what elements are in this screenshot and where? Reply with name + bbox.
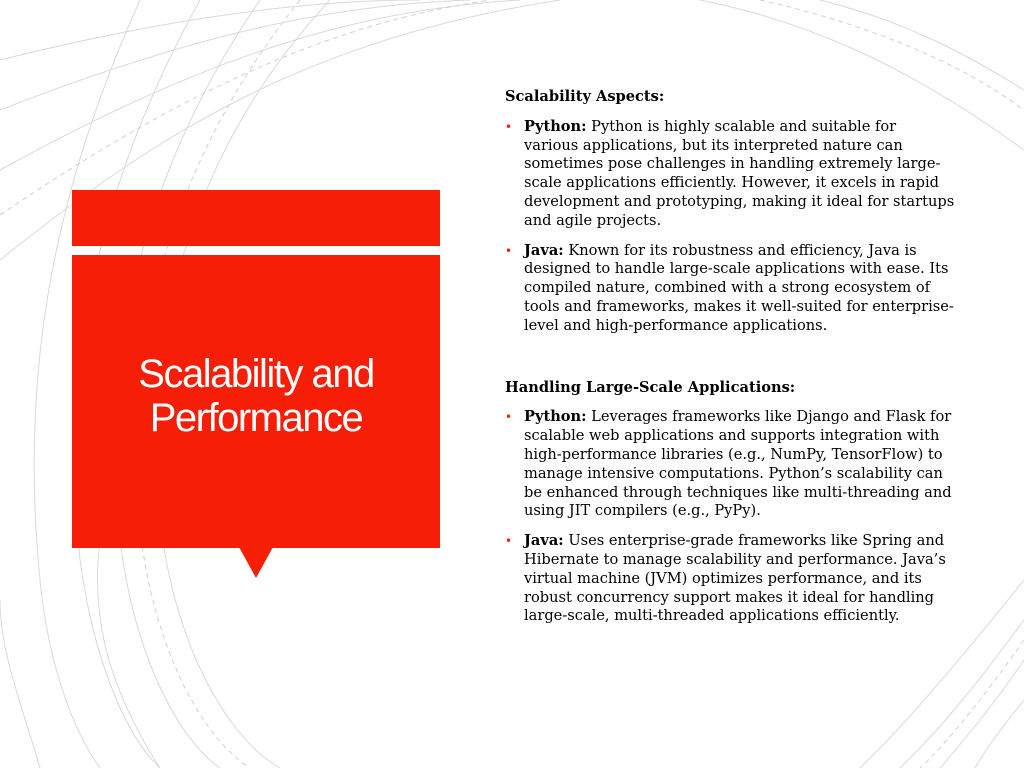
content-body xyxy=(505,88,955,637)
section-heading-scalability: Scalability Aspects: xyxy=(505,88,665,105)
item-label: Python: xyxy=(524,408,587,426)
item-text: Python is highly scalable and suitable for various applications, but its interpreted nature can sometimes pose challenges in handling extremely large-scale applications efficiently. However, it excels in rapid development and prototyping, making it ideal for startups and agile projects. xyxy=(524,117,955,229)
scalability-list xyxy=(505,118,955,336)
item-text: Leverages frameworks like Django and Flask for scalable web applications and supports integration with high-performance libraries (e.g., NumPy, TensorFlow) to manage intensive computations. Python’s scalability can be enhanced through techniques like multi-threading and using JIT compilers (e.g., PyPy). xyxy=(524,408,952,520)
bullet-icon: • xyxy=(505,119,513,134)
item-label: Java: xyxy=(524,532,564,550)
item-label: Java: xyxy=(524,241,564,259)
bullet-icon: • xyxy=(505,243,513,258)
slide-title-line2: Performance xyxy=(149,396,363,440)
item-text: Known for its robustness and efficiency, Java is designed to handle large-scale applications with ease. Its compiled nature, combined with a strong ecosystem of tools and frameworks, makes it well-suited for enterprise-level and high-performance applications. xyxy=(524,241,954,334)
item-label: Python: xyxy=(524,117,587,135)
item-text: Uses enterprise-grade frameworks like Spring and Hibernate to manage scalability and performance. Java’s virtual machine (JVM) optimizes performance, and its robust concurrency support makes it ideal for handling large-scale, multi-threaded applications efficiently. xyxy=(524,532,946,625)
list-item xyxy=(505,532,955,626)
list-item xyxy=(505,118,955,231)
bullet-icon: • xyxy=(505,534,513,549)
accent-strip xyxy=(72,190,440,246)
title-panel-pointer xyxy=(239,547,273,578)
list-item xyxy=(505,242,955,336)
list-item xyxy=(505,408,955,521)
slide-title xyxy=(72,352,440,440)
bullet-icon: • xyxy=(505,410,513,425)
section-heading-large-scale: Handling Large-Scale Applications: xyxy=(505,378,796,396)
slide-title-line1: Scalability and xyxy=(138,352,374,396)
large-scale-list xyxy=(505,408,955,626)
